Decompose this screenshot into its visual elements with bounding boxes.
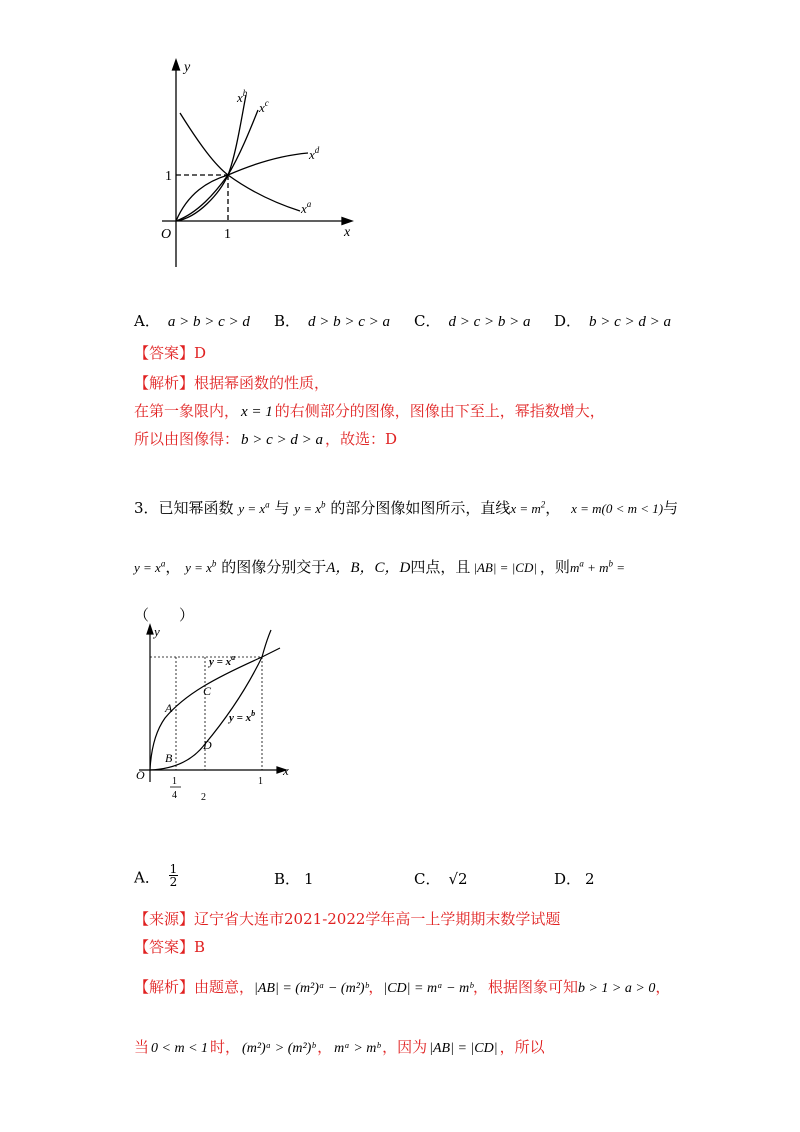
point-c-label: C bbox=[203, 684, 212, 698]
q3-option-a[interactable]: A． $\frac{1}{2}$ bbox=[134, 862, 178, 889]
q2-analysis-line1: 【解析】根据幂函数的性质， bbox=[134, 374, 330, 392]
q3-option-d[interactable]: D． 2 bbox=[554, 870, 595, 888]
q3-analysis-line1: 【解析】由题意，|AB| = (m²)ᵃ − (m²)ᵇ，|CD| = mᵃ − mᵇ，根据图象可知b > 1 > a > 0， bbox=[134, 978, 671, 996]
y-axis-arrow bbox=[173, 60, 180, 70]
q2-option-a[interactable]: A． a > b > c > d bbox=[134, 312, 250, 330]
curve-x-d bbox=[176, 153, 308, 221]
curve-b-label: $y = x^b$ bbox=[229, 709, 256, 724]
q3-source: 【来源】辽宁省大连市2021-2022学年高一上学期期末数学试题 bbox=[134, 910, 561, 928]
q3-blank: （ ） bbox=[134, 606, 195, 624]
label-x-a: $x^a$ bbox=[301, 199, 312, 216]
label-x-d: $x^d$ bbox=[309, 145, 320, 162]
y-axis-label: y bbox=[154, 624, 160, 639]
power-function-graph-2 bbox=[125, 622, 305, 807]
q3-option-c[interactable]: C． √2 bbox=[414, 870, 468, 888]
q2-option-c[interactable]: C． d > c > b > a bbox=[414, 312, 531, 330]
y-axis-label: y bbox=[184, 60, 191, 75]
point-d-label: D bbox=[203, 738, 212, 752]
x-axis-arrow bbox=[342, 218, 352, 225]
origin-label: O bbox=[136, 768, 145, 782]
point-b-label: B bbox=[165, 751, 173, 765]
q2-analysis-line3: 所以由图像得： b > c > d > a ，故选：D bbox=[134, 430, 398, 448]
tick-y-1: 1 bbox=[165, 169, 172, 184]
q3-stem-line2: $y = x^a$， $y = x^b$ 的图像分别交于A，B，C，D四点，且 |AB| = |CD| ，则$m^a + m^b$ = bbox=[134, 558, 626, 576]
q2-option-b[interactable]: B． d > b > c > a bbox=[274, 312, 391, 330]
curve-a-label: $y = x^a$ bbox=[209, 653, 236, 668]
q2-option-d[interactable]: D． b > c > d > a bbox=[554, 312, 672, 330]
q2-answer: 【答案】D bbox=[134, 344, 207, 362]
origin-label: O bbox=[161, 227, 172, 242]
x-axis-label: x bbox=[283, 763, 289, 778]
tick-half-label: 2 bbox=[201, 792, 206, 803]
tick-quarter-num: 1 bbox=[172, 776, 177, 787]
tick-one-label: 1 bbox=[258, 776, 263, 787]
q2-analysis-line2: 在第一象限内， x = 1 的右侧部分的图像，图像由下至上，幂指数增大， bbox=[134, 402, 605, 420]
power-function-graph-1 bbox=[140, 55, 370, 270]
y-axis-arrow bbox=[147, 625, 153, 634]
q3-analysis-line2: 当 0 < m < 1 时， (m²)ᵃ > (m²)ᵇ ， mᵃ > mᵇ ，因为 |AB| = |CD| ，所以 bbox=[134, 1038, 545, 1056]
tick-quarter-den: 4 bbox=[172, 790, 177, 801]
q3-answer: 【答案】B bbox=[134, 938, 206, 956]
tick-x-1: 1 bbox=[224, 227, 231, 242]
q3-stem-line1: 3．已知幂函数 $y = x^a$ 与 $y = x^b$ 的部分图像如图所示，直线$x = m^2$， x = m(0 < m < 1)与 bbox=[134, 499, 679, 517]
x-axis-label: x bbox=[344, 225, 351, 240]
label-x-b: $x^b$ bbox=[237, 88, 248, 105]
q3-option-b[interactable]: B． 1 bbox=[274, 870, 314, 888]
point-a-label: A bbox=[165, 701, 173, 715]
label-x-c: $x^c$ bbox=[259, 98, 269, 115]
